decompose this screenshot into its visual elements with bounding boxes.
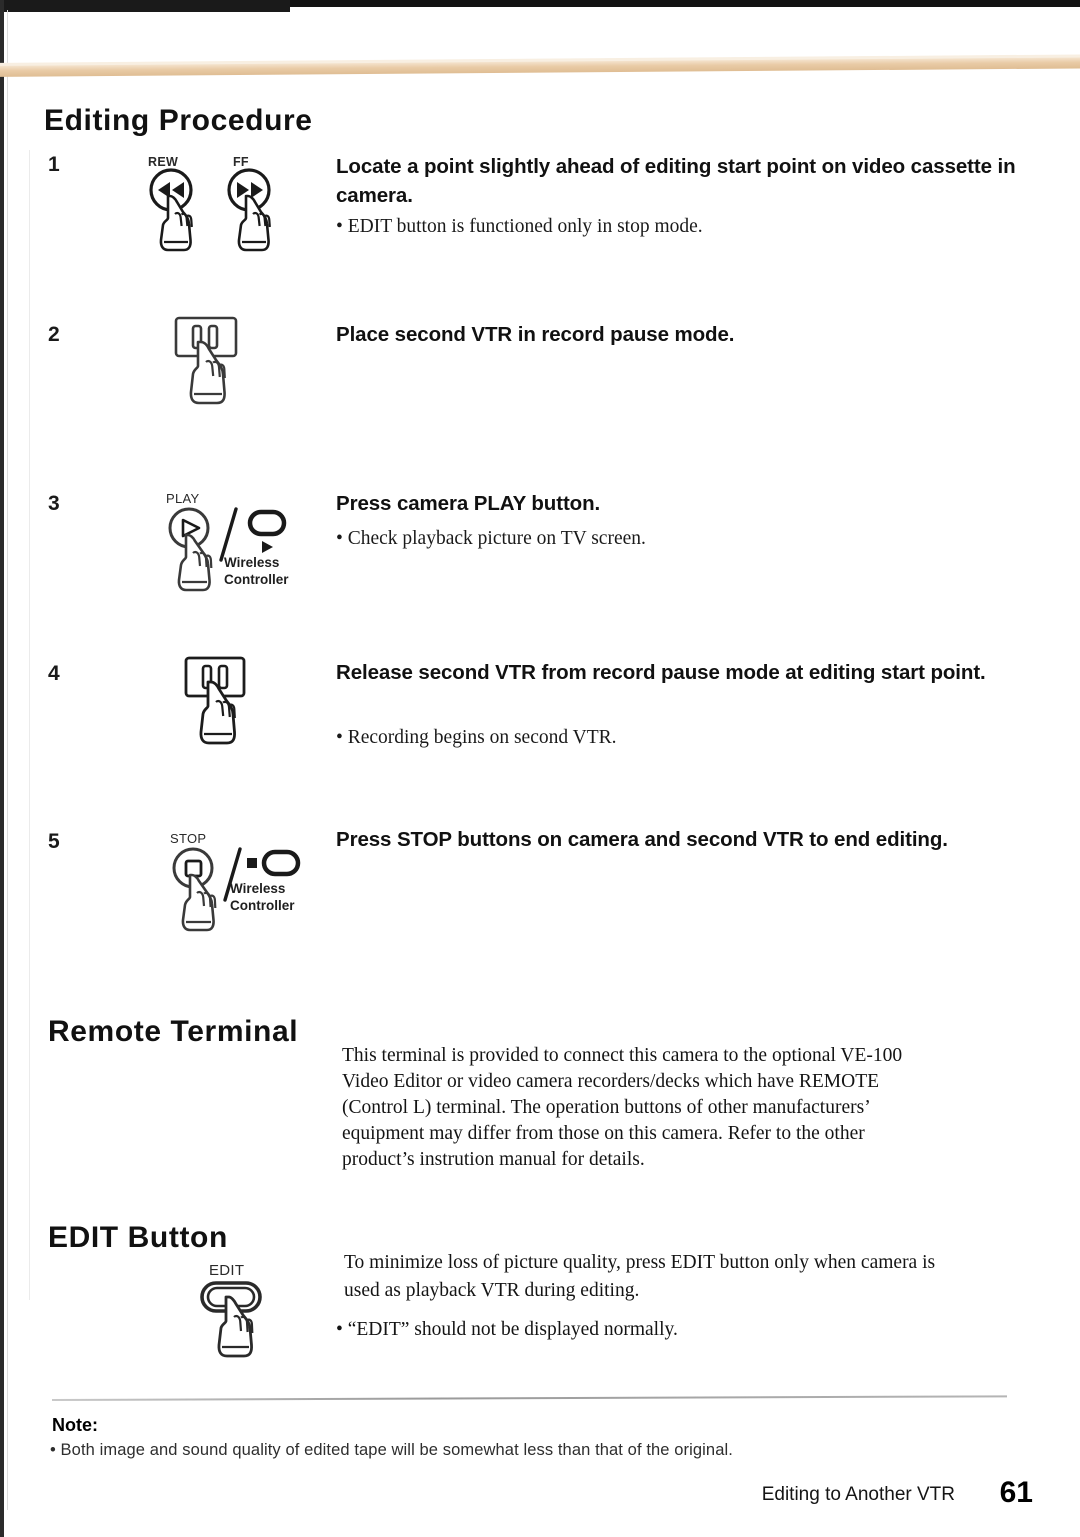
scan-line-left <box>7 10 8 1510</box>
wireless-controller-play-icon <box>246 508 294 556</box>
running-title: Editing to Another VTR <box>761 1484 955 1505</box>
heading-editing-procedure: Editing Procedure <box>44 104 313 137</box>
step-number-4: 4 <box>48 662 60 685</box>
footer-divider <box>52 1395 1007 1401</box>
step-heading-3: Press camera PLAY button. <box>336 492 601 515</box>
wireless-controller-label-line2: Controller <box>224 572 289 587</box>
ff-button-icon <box>218 168 290 253</box>
edit-button-icon <box>196 1281 276 1361</box>
scan-edge-left <box>0 0 4 1537</box>
edit-button-bullet: • “EDIT” should not be displayed normally. <box>336 1319 678 1340</box>
record-pause-button-icon <box>166 312 246 407</box>
step-heading-1: Locate a point slightly ahead of editing start point on video cassette in camera. <box>336 155 1016 207</box>
wireless-controller-label-line2-b: Controller <box>230 898 295 913</box>
note-title: Note: <box>52 1415 98 1435</box>
step-heading-5: Press STOP buttons on camera and second VTR to end editing. <box>336 828 948 851</box>
heading-remote-terminal: Remote Terminal <box>48 1015 299 1048</box>
wireless-controller-stop-icon <box>245 849 307 883</box>
rew-icon-label: REW <box>148 155 179 169</box>
stop-icon-label: STOP <box>170 831 207 846</box>
note-body: • Both image and sound quality of edited tape will be somewhat less than that of the original. <box>50 1441 733 1459</box>
record-pause-release-button-icon <box>178 652 258 747</box>
page-number: 61 <box>999 1476 1033 1509</box>
step-heading-2: Place second VTR in record pause mode. <box>336 323 735 346</box>
step-number-3: 3 <box>48 492 60 515</box>
remote-terminal-body-line-3: (Control L) terminal. The operation buttons of other manufacturers’ <box>342 1097 871 1118</box>
wireless-controller-label-5 <box>230 880 295 914</box>
step-bullet-1: • EDIT button is functioned only in stop mode. <box>336 216 703 237</box>
heading-edit-button: EDIT Button <box>48 1221 228 1254</box>
scan-edge-top-left <box>0 0 290 12</box>
play-icon-label: PLAY <box>166 491 200 506</box>
rew-button-icon <box>140 168 212 253</box>
step-bullet-3: • Check playback picture on TV screen. <box>336 528 646 549</box>
remote-terminal-body-line-2: Video Editor or video camera recorders/decks which have REMOTE <box>342 1071 880 1092</box>
remote-terminal-body-line-4: equipment may differ from those on this camera. Refer to the other <box>342 1123 865 1144</box>
step-number-1: 1 <box>48 153 60 176</box>
scan-line-left-secondary <box>29 150 30 1300</box>
ff-icon-label: FF <box>233 155 249 169</box>
wireless-controller-label-line1: Wireless <box>224 555 280 570</box>
wireless-controller-label-line1-b: Wireless <box>230 881 286 896</box>
step-heading-4: Release second VTR from record pause mode at editing start point. <box>336 661 986 684</box>
step-number-5: 5 <box>48 830 60 853</box>
edit-button-body-line-1: To minimize loss of picture quality, press EDIT button only when camera is <box>344 1252 936 1273</box>
wireless-controller-label-3 <box>224 554 289 588</box>
remote-terminal-body-line-5: product’s instrution manual for details. <box>342 1149 645 1170</box>
step-bullet-4: • Recording begins on second VTR. <box>336 727 617 748</box>
remote-terminal-body-line-1: This terminal is provided to connect this camera to the optional VE-100 <box>342 1045 903 1066</box>
edit-icon-label: EDIT <box>209 1262 245 1279</box>
step-number-2: 2 <box>48 323 60 346</box>
edit-button-body-line-2: used as playback VTR during editing. <box>344 1280 640 1301</box>
